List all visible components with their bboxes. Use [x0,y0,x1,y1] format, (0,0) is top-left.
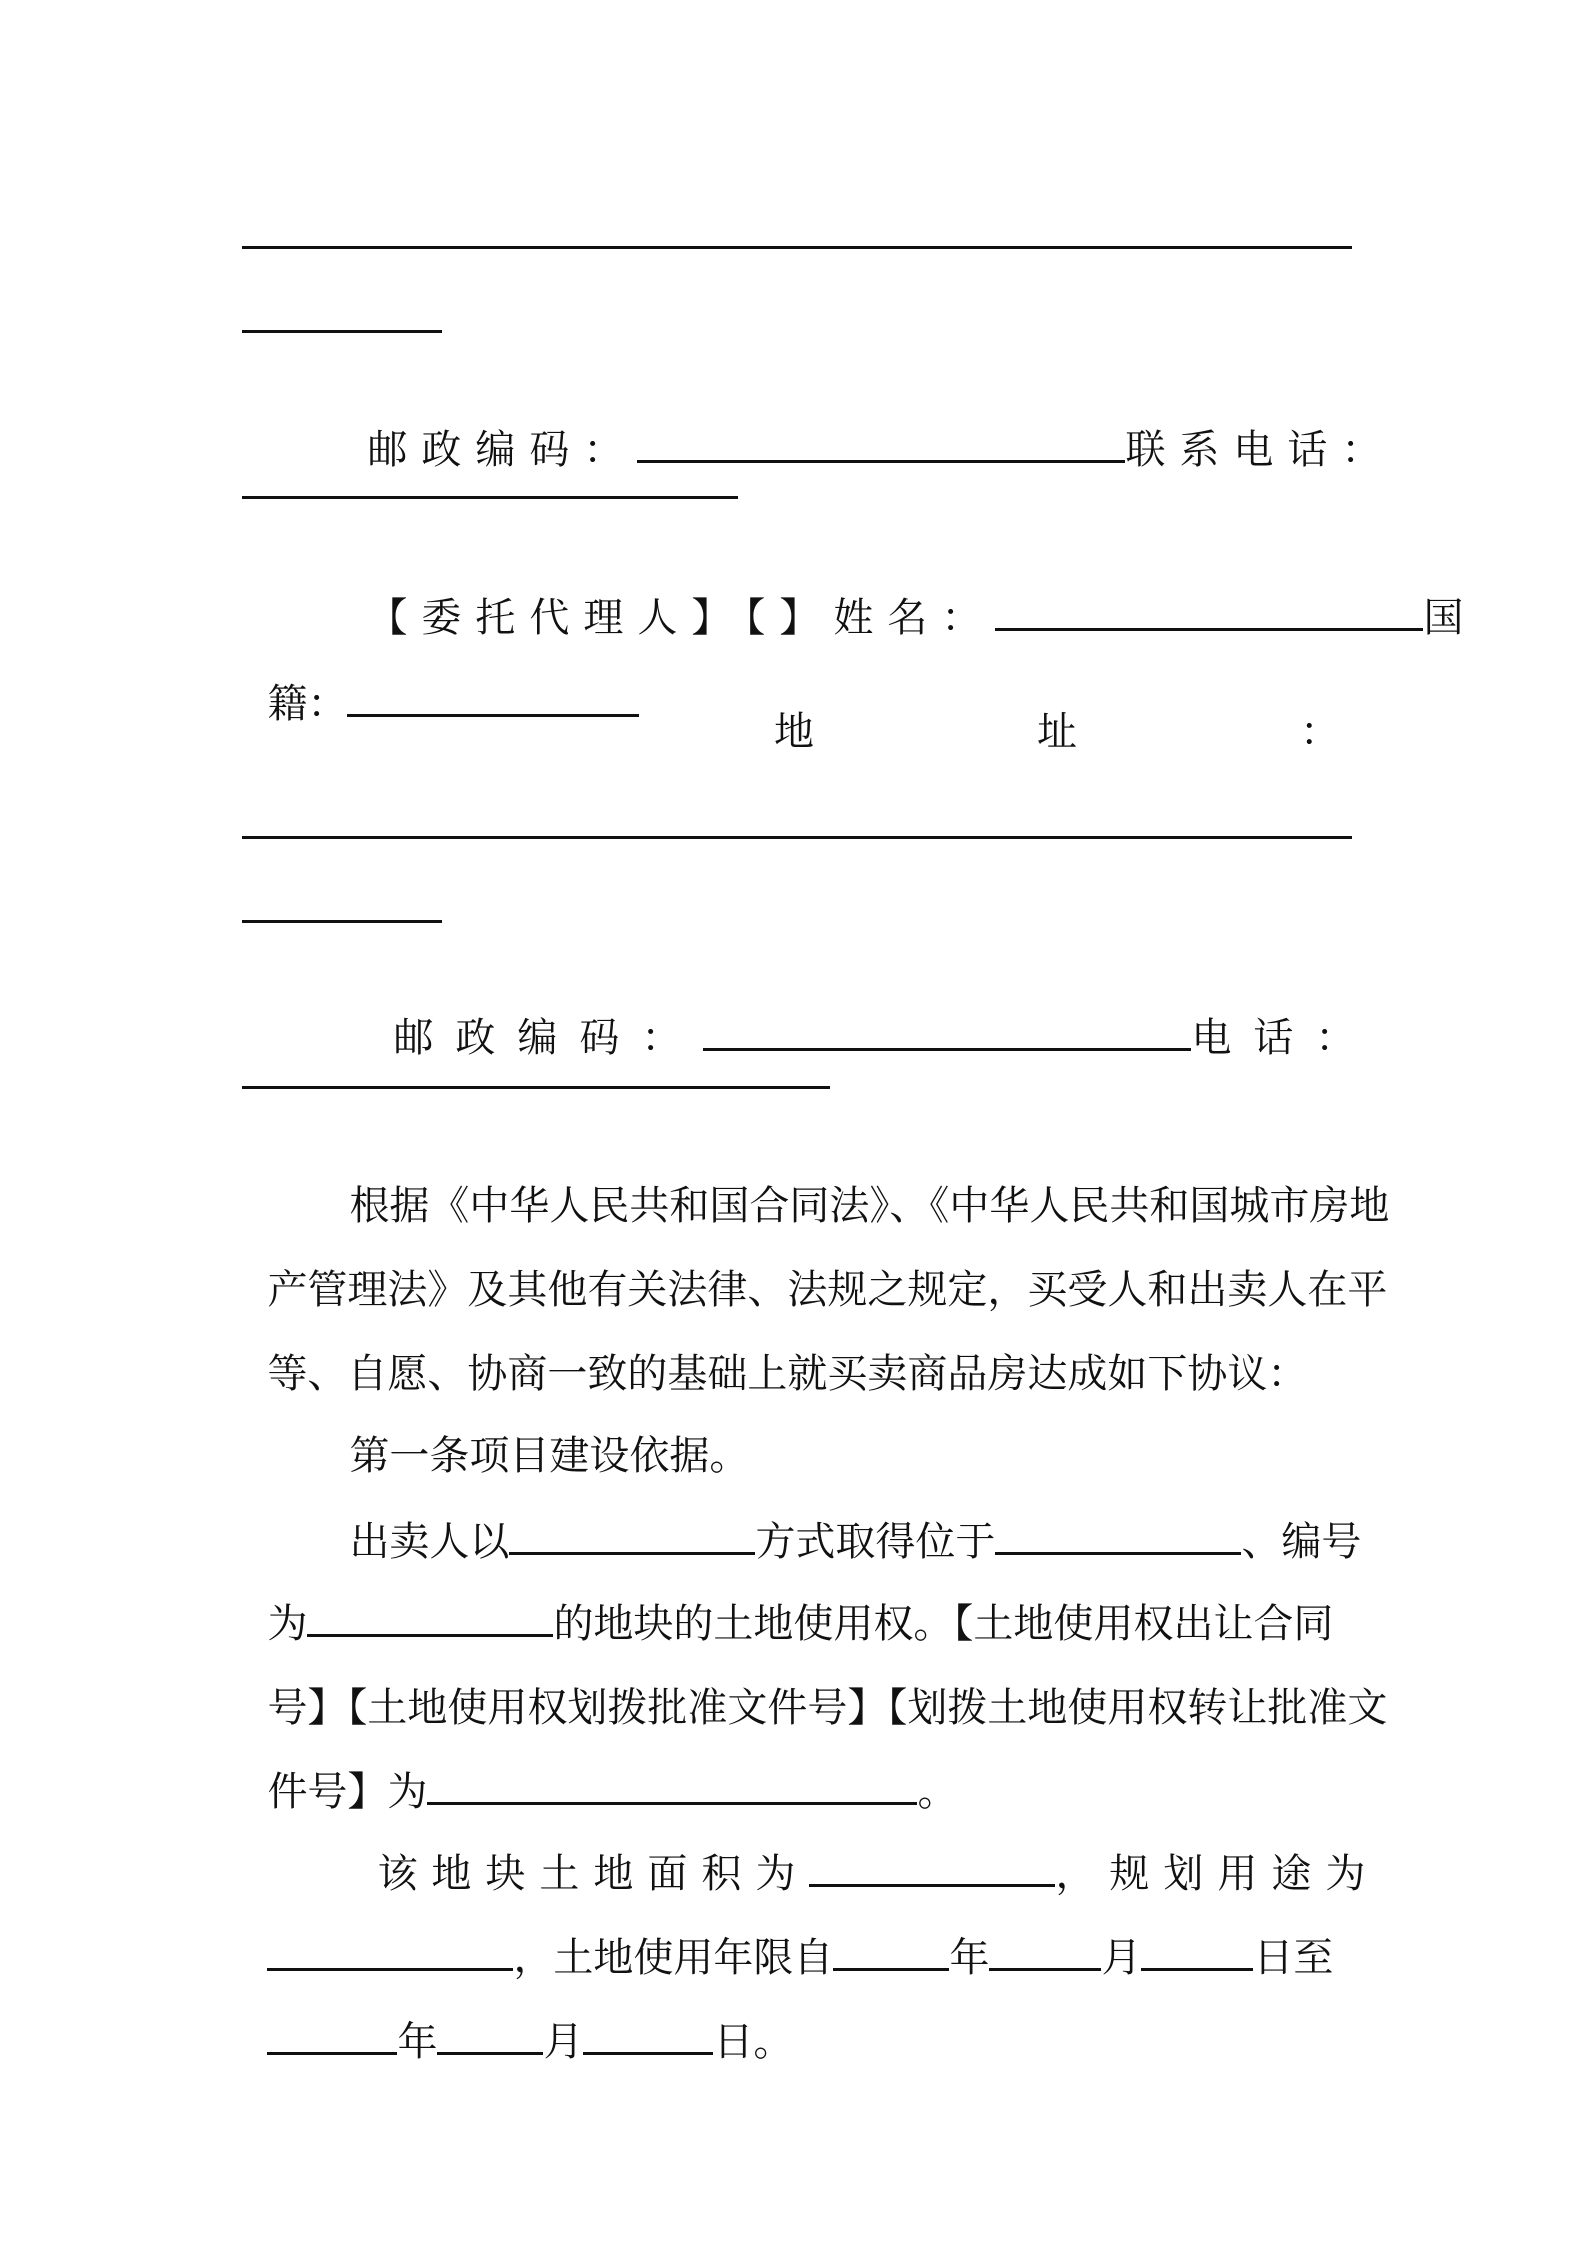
agent-postal-field[interactable] [703,1014,1191,1051]
agent-label: 【委托代理人】【】姓名： [367,595,996,641]
p2-text-land-use-right: 的地块的土地使用权。【土地使用权出让合同 [553,1601,1334,1647]
preamble-text-1: 根据《中华人民共和国合同法》、《中华人民共和国城市房地 [349,1183,1390,1229]
address-label-char-2: 址 [1037,709,1077,755]
agent-postal-label: 邮政编码： [393,1015,704,1061]
p3-line-3 [242,1958,1354,2070]
address-continuation-line-end [242,330,442,333]
preamble-text-3: 等、自愿、协商一致的基础上就买卖商品房达成如下协议： [267,1351,1308,1397]
p3-text-term-from: ，土地使用年限自 [513,1935,834,1981]
p2-text-period: 。 [917,1769,958,1815]
address-continuation-line [242,246,1352,249]
p2-text-is: 为 [267,1601,308,1647]
agent-address-field[interactable] [242,836,1352,839]
nationality-label-start: 国 [1423,595,1464,641]
agent-phone-label: 电话： [1191,1015,1378,1061]
p3-text-month: 月 [1101,1935,1142,1981]
end-day-field[interactable] [583,2018,713,2055]
p3-text-land-area: 该地块土地面积为 [377,1851,810,1897]
p3-text-day-to: 日至 [1253,1935,1334,1981]
address-label-char-1: 地 [774,709,814,755]
p2-text-document-numbers: 号】【土地使用权划拨批准文件号】【划拨土地使用权转让批准文 [267,1685,1388,1731]
address-label-colon: ： [1300,709,1340,755]
seller-postal-field[interactable] [637,426,1125,463]
p3-text-year: 年 [949,1935,990,1981]
preamble-text-2: 产管理法》及其他有关法律、法规之规定，买受人和出卖人在平 [267,1267,1388,1313]
p3-text-end-month: 月 [543,2019,584,2065]
agent-address-field-end[interactable] [242,920,442,923]
end-year-field[interactable] [267,2018,397,2055]
end-month-field[interactable] [437,2018,543,2055]
p3-text-end-year: 年 [397,2019,438,2065]
p3-text-end-day: 日。 [713,2019,794,2065]
nationality-field[interactable] [347,680,639,717]
agent-address-row [774,704,1340,760]
p2-text-number-is: 件号】为 [267,1769,428,1815]
nationality-label-end: 籍： [267,681,348,727]
agent-phone-field[interactable] [242,1086,830,1089]
agent-postal-row [242,954,1378,1066]
seller-postal-label: 邮政编码： [367,427,638,473]
seller-postal-row [242,366,1396,478]
p2-text-number: 、编号 [1241,1519,1362,1565]
seller-phone-label: 联系电话： [1125,427,1396,473]
p2-text-located-at: 方式取得位于 [755,1519,996,1565]
p3-text-planned-use: ，规划用途为 [1055,1851,1380,1897]
article-1-title: 第一条项目建设依据。 [349,1433,750,1479]
seller-phone-field[interactable] [242,496,738,499]
p2-text-seller-by: 出卖人以 [349,1519,510,1565]
